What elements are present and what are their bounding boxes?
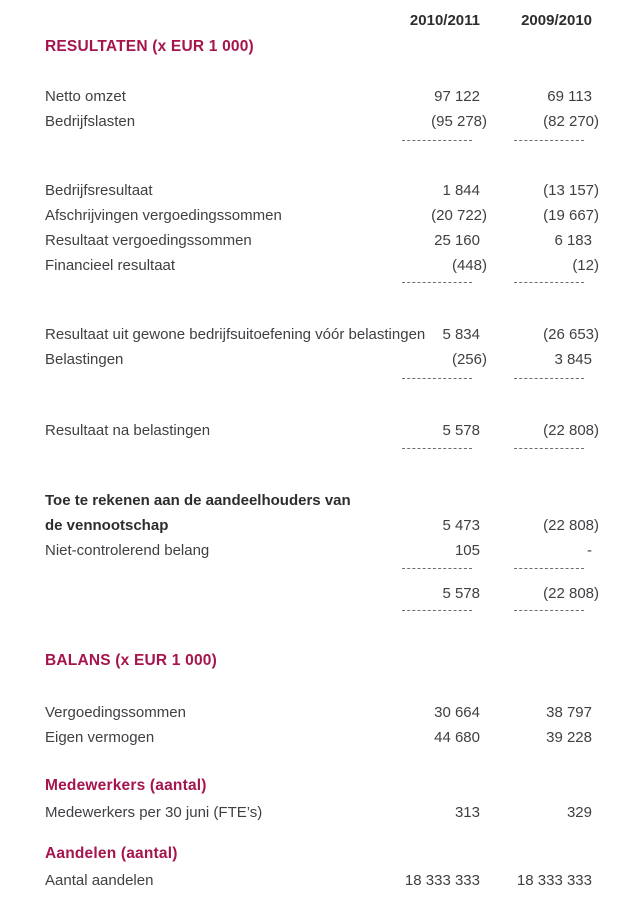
column-separator — [45, 278, 600, 322]
column-separator — [45, 134, 600, 178]
separator-line — [514, 282, 584, 283]
section-heading-aandelen: Aandelen (aantal) — [45, 845, 178, 862]
row-label: Niet-controlerend belang — [45, 542, 210, 559]
group-pre-tax — [45, 322, 600, 372]
table-row — [45, 84, 600, 109]
column-separator — [45, 563, 600, 581]
value-2010-2011: 5 834 — [442, 326, 480, 343]
value-2009-2010: (22 808) — [543, 422, 599, 439]
table-row — [45, 488, 600, 513]
separator-line — [514, 448, 584, 449]
value-2010-2011: 105 — [454, 542, 480, 559]
value-2010-2011: 30 664 — [434, 704, 480, 721]
value-2009-2010: (19 667) — [543, 207, 599, 224]
value-2009-2010: - — [587, 542, 592, 559]
row-label: Aantal aandelen — [45, 872, 154, 889]
table-row — [45, 725, 600, 750]
column-header-2010-2011: 2010/2011 — [409, 12, 480, 29]
value-2009-2010: (82 270) — [543, 113, 599, 130]
table-row — [45, 347, 600, 372]
separator-line — [514, 378, 584, 379]
separator-line — [514, 610, 584, 611]
value-2010-2011: 5 578 — [442, 422, 480, 439]
column-separator — [45, 606, 600, 623]
row-label: Belastingen — [45, 351, 124, 368]
value-2010-2011: 44 680 — [434, 729, 480, 746]
group-attribution — [45, 488, 600, 563]
value-2009-2010: 329 — [566, 804, 592, 821]
row-label: Bedrijfslasten — [45, 113, 136, 130]
value-2010-2011: (95 278) — [431, 113, 487, 130]
table-row — [45, 203, 600, 228]
separator-line — [514, 140, 584, 141]
section-heading-medewerkers: Medewerkers (aantal) — [45, 777, 207, 794]
row-label: Resultaat na belastingen — [45, 422, 211, 439]
separator-line — [402, 610, 472, 611]
row-label: Resultaat vergoedingssommen — [45, 232, 252, 249]
column-separator — [45, 372, 600, 418]
value-2009-2010: (22 808) — [543, 585, 599, 602]
row-label: Bedrijfsresultaat — [45, 182, 153, 199]
value-2009-2010: (26 653) — [543, 326, 599, 343]
value-2010-2011: 18 333 333 — [404, 872, 480, 889]
row-label: Vergoedingssommen — [45, 704, 186, 721]
separator-line — [402, 282, 472, 283]
column-separator — [45, 443, 600, 488]
row-label: Afschrijvingen vergoedingssommen — [45, 207, 282, 224]
value-2009-2010: 6 183 — [554, 232, 592, 249]
value-2010-2011: 97 122 — [434, 88, 480, 105]
value-2010-2011: 5 473 — [442, 517, 480, 534]
table-row — [45, 322, 600, 347]
value-2009-2010: (12) — [572, 257, 599, 274]
value-2009-2010: 38 797 — [546, 704, 592, 721]
table-row — [45, 109, 600, 134]
value-2010-2011: (448) — [451, 257, 487, 274]
separator-line — [514, 568, 584, 569]
value-2010-2011: (20 722) — [431, 207, 487, 224]
value-2010-2011: 313 — [454, 804, 480, 821]
table-row — [45, 700, 600, 725]
row-label: Financieel resultaat — [45, 257, 176, 274]
column-header-spacer — [45, 8, 378, 33]
separator-line — [402, 568, 472, 569]
separator-line — [402, 140, 472, 141]
value-2010-2011: 1 844 — [442, 182, 480, 199]
value-2010-2011: 25 160 — [434, 232, 480, 249]
value-2009-2010: 18 333 333 — [516, 872, 592, 889]
separator-line — [402, 378, 472, 379]
table-row — [45, 178, 600, 203]
row-label: Medewerkers per 30 juni (FTE’s) — [45, 804, 263, 821]
separator-line — [402, 448, 472, 449]
table-row — [45, 253, 600, 278]
table-row — [45, 538, 600, 563]
table-row — [45, 868, 600, 893]
value-2009-2010: (13 157) — [543, 182, 599, 199]
value-2009-2010: 3 845 — [554, 351, 592, 368]
value-2009-2010: 39 228 — [546, 729, 592, 746]
group-balans — [45, 700, 600, 750]
section-heading-resultaten: RESULTATEN (x EUR 1 000) — [45, 38, 254, 55]
column-headers — [45, 8, 600, 33]
value-2010-2011: (256) — [451, 351, 487, 368]
column-header-2009-2010: 2009/2010 — [521, 12, 592, 29]
row-label: Netto omzet — [45, 88, 126, 105]
table-row — [45, 513, 600, 538]
group-operating-result — [45, 178, 600, 278]
table-row — [45, 228, 600, 253]
value-2010-2011: 5 578 — [442, 585, 480, 602]
row-label-attribution-line2: de vennootschap — [45, 517, 169, 534]
row-label: Eigen vermogen — [45, 729, 155, 746]
table-row — [45, 800, 600, 825]
table-row-total — [45, 581, 600, 606]
value-2009-2010: (22 808) — [543, 517, 599, 534]
group-revenue — [45, 84, 600, 134]
section-heading-balans: BALANS (x EUR 1 000) — [45, 652, 217, 669]
row-label: Resultaat uit gewone bedrijfsuitoefening vóór belastingen — [45, 326, 426, 343]
value-2009-2010: 69 113 — [547, 88, 592, 105]
group-after-tax — [45, 418, 600, 443]
row-label-attribution-line1: Toe te rekenen aan de aandeelhouders van — [45, 492, 351, 509]
table-row — [45, 418, 600, 443]
